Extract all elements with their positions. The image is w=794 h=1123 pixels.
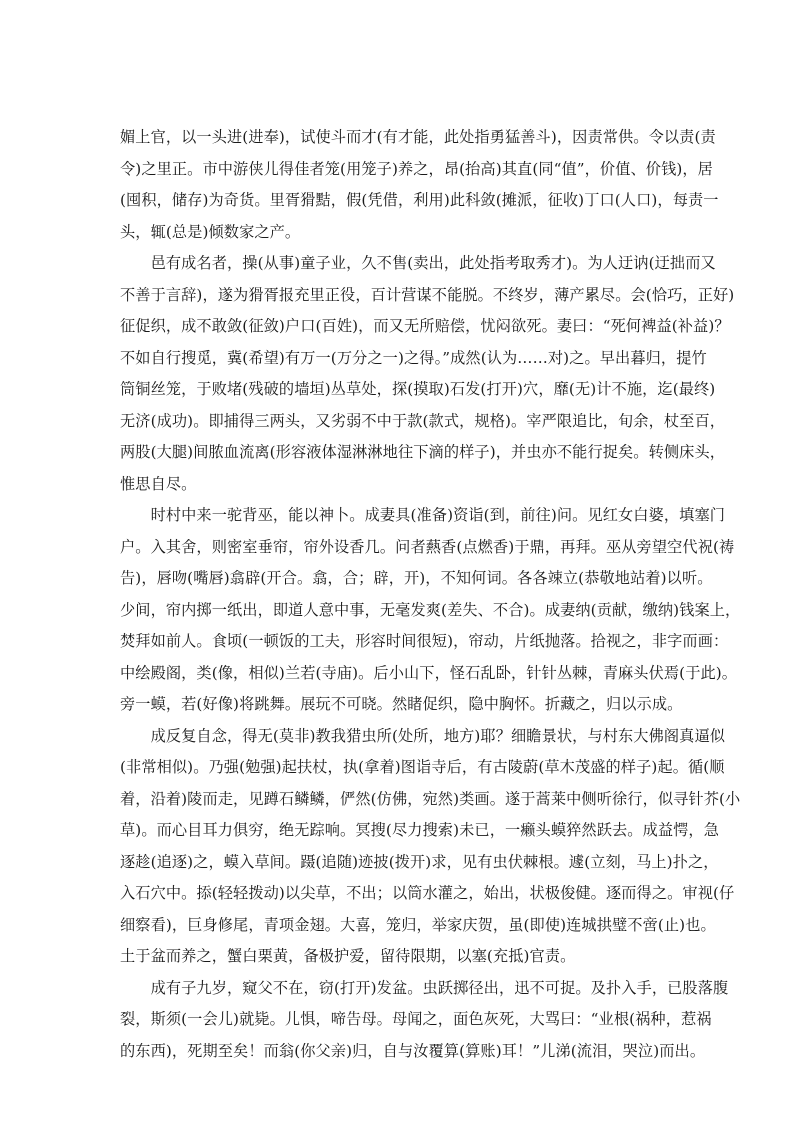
paragraph bbox=[120, 721, 741, 973]
text-line: 媚上官，以一头进(进奉)，试使斗而才(有才能，此处指勇猛善斗)，因责常供。令以责(责 bbox=[120, 128, 716, 146]
text-line: 无济(成功)。即捕得三两头，又劣弱不中于款(款式，规格)。宰严限追比，旬余，杖至百， bbox=[120, 411, 726, 430]
text-line: (非常相似)。乃强(勉强)起扶杖，执(拿着)图诣寺后，有古陵蔚(草木茂盛的样子)起。循(顺 bbox=[120, 758, 725, 776]
text-line: 焚拜如前人。食顷(一顿饭的工夫，形容时间很短)，帘动，片纸抛落。拾视之，非字而画： bbox=[120, 632, 729, 650]
text-line: 征促织，成不敢敛(征敛)户口(百姓)，而又无所赔偿，忧闷欲死。妻曰：“死何裨益(补益)？ bbox=[120, 317, 730, 335]
text-line: 入石穴中。掭(轻轻拨动)以尖草，不出；以筒水灌之，始出，状极俊健。逐而得之。审视(仔 bbox=[120, 884, 735, 902]
text-line: 草)。而心目耳力俱穷，绝无踪响。冥搜(尽力搜索)未已，一癞头蟆猝然跃去。成益愕，急 bbox=[120, 821, 720, 839]
text-line: 时村中来一驼背巫，能以神卜。成妻具(准备)资诣(到，前往)问。见红女白婆，填塞门 bbox=[120, 506, 726, 524]
text-line: 细察看)，巨身修尾，青项金翅。大喜，笼归，举家庆贺，虽(即使)连城拱璧不啻(止)也。 bbox=[120, 915, 716, 934]
paragraph bbox=[120, 973, 729, 1068]
text-line: 告)，唇吻(嘴唇)翕辟(开合。翕，合；辟，开)，不知何词。各各竦立(恭敬地站着)以听。 bbox=[120, 569, 713, 587]
text-line: 土于盆而养之，蟹白栗黄，备极护爱，留待限期，以塞(充抵)官责。 bbox=[120, 947, 576, 965]
text-line: 令)之里正。市中游侠儿得佳者笼(用笼子)养之，昂(抬高)其直(同“值”，价值、价钱)，居 bbox=[120, 159, 713, 178]
text-line: 逐趁(追逐)之，蟆入草间。蹑(追随)迹披(拨开)求，见有虫伏棘根。遽(立刻，马上)扑之， bbox=[120, 852, 719, 871]
text-line: 中绘殿阁，类(像，相似)兰若(寺庙)。后小山下，怪石乱卧，针针丛棘，青麻头伏焉(于此)。 bbox=[120, 663, 738, 682]
text-line: (囤积，储存)为奇货。里胥猾黠，假(凭借，利用)此科敛(摊派，征收)丁口(人口)，每责一 bbox=[120, 191, 719, 209]
text-line: 邑有成名者，操(从事)童子业，久不售(卖出，此处指考取秀才)。为人迂讷(迂拙而又 bbox=[120, 254, 716, 272]
text-line: 头，辄(总是)倾数家之产。 bbox=[120, 222, 301, 241]
text-line: 旁一蟆，若(好像)将跳舞。展玩不可晓。然睹促织，隐中胸怀。折藏之，归以示成。 bbox=[120, 695, 683, 713]
text-line: 裂，斯须(一会儿)就毙。儿惧，啼告母。母闻之，面色灰死，大骂曰：“业根(祸种，惹祸 bbox=[120, 1010, 712, 1028]
document-text bbox=[120, 122, 741, 1067]
text-line: 成有子九岁，窥父不在，窃(打开)发盆。虫跃掷径出，迅不可捉。及扑入手，已股落腹 bbox=[120, 978, 729, 997]
text-line: 的东西)，死期至矣！而翁(你父亲)归，自与汝覆算(算账)耳！”儿涕(流泪，哭泣)而出。 bbox=[120, 1041, 706, 1060]
text-line: 成反复自念，得无(莫非)教我猎虫所(处所，地方)耶？细瞻景状，与村东大佛阁真逼似 bbox=[120, 726, 726, 745]
paragraph bbox=[120, 122, 719, 248]
paragraph bbox=[120, 248, 735, 500]
text-line: 不如自行搜觅，冀(希望)有万一(万分之一)之得。”成然(认为……对)之。早出暮归，提竹 bbox=[120, 348, 707, 367]
text-line: 着，沿着)陵而走，见蹲石鳞鳞，俨然(仿佛，宛然)类画。遂于蒿莱中侧听徐行，似寻针芥(小 bbox=[120, 789, 741, 808]
text-line: 不善于言辞)，遂为猾胥报充里正役，百计营谋不能脱。不终岁，薄产累尽。会(恰巧，正好) bbox=[120, 285, 735, 304]
paragraph bbox=[120, 500, 741, 721]
text-line: 两股(大腿)间脓血流离(形容液体湿淋淋地往下滴的样子)，并虫亦不能行捉矣。转侧床头， bbox=[120, 443, 726, 461]
text-line: 惟思自尽。 bbox=[120, 474, 197, 493]
text-line: 户。入其舍，则密室垂帘，帘外设香几。问者爇香(点燃香)于鼎，再拜。巫从旁望空代祝(祷 bbox=[120, 537, 735, 556]
text-line: 筒铜丝笼，于败堵(残破的墙垣)丛草处，探(摸取)石发(打开)穴，靡(无)计不施，迄(最终) bbox=[120, 380, 716, 398]
text-line: 少间，帘内掷一纸出，即道人意中事，无毫发爽(差失、不合)。成妻纳(贡献，缴纳)钱案上， bbox=[120, 600, 741, 619]
